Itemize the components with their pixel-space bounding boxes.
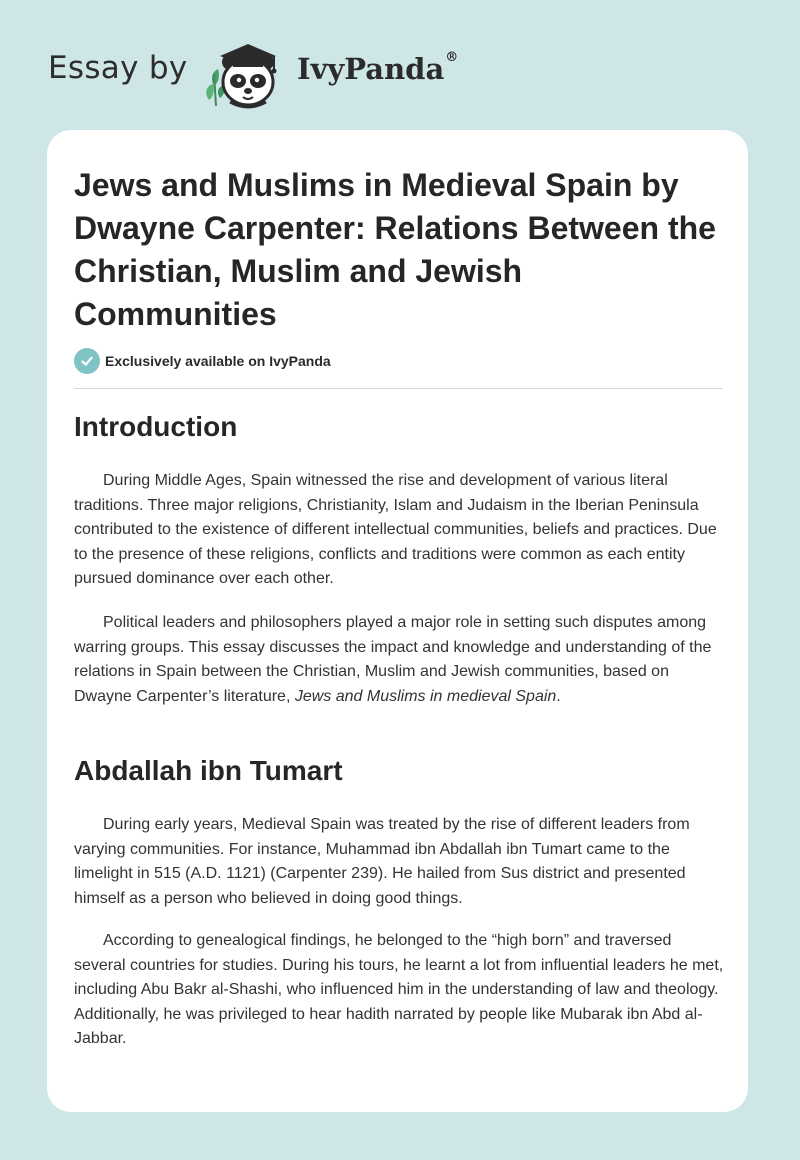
leaf-icon (206, 69, 224, 106)
paragraph: According to genealogical findings, he belonged to the “high born” and traversed several countries for studies. During his tours, he learnt a lot from influential leaders he met, including Abu Bakr al-Shashi, who influenced him in the understanding of law and theology. Additionally, he was privileged to hear hadith narrated by people like Mubarak ibn Abd al-Jabbar. (74, 932, 724, 1047)
panda-logo-icon[interactable] (200, 36, 296, 110)
paragraph-suffix: . (556, 687, 561, 705)
checkmark-icon (74, 348, 100, 374)
essay-card (47, 130, 748, 1112)
badge-text: Exclusively available on IvyPanda (105, 353, 331, 369)
divider (74, 388, 723, 389)
cited-work-title: Jews and Muslims in medieval Spain (294, 687, 557, 705)
brand-prefix: Essay by (48, 50, 188, 86)
paragraph-text: Political leaders and philosophers played a major role in setting such disputes among warring groups. This essay discusses the impact and knowledge and understanding of the relations in Spain between the Christian, Muslim and Jewish communities, based on Dwayne Carpenter’s literature, (74, 614, 712, 705)
paragraph (74, 611, 724, 709)
section-heading-introduction: Introduction (74, 411, 238, 442)
exclusive-badge (74, 347, 331, 375)
registered-mark: ® (445, 50, 459, 65)
brand-name[interactable] (297, 52, 458, 86)
site-header (0, 0, 800, 130)
paragraph: During early years, Medieval Spain was treated by the rise of different leaders from varying communities. For instance, Muhammad ibn Abdallah ibn Tumart came to the limelight in 515 (A.D. 1121) (Carpenter 239). He hailed from Sus district and presented himself as a person who believed in doing good things. (74, 816, 690, 907)
paragraph: During Middle Ages, Spain witnessed the rise and development of various literal traditions. Three major religions, Christianity, Islam and Judaism in the Iberian Peninsula contributed to the existence of different intellectual communities, beliefs and practices. Due to the presence of these religions, conflicts and traditions were common as each entity pursued dominance over each other. (74, 472, 717, 587)
section-heading-abdallah-ibn-tumart: Abdallah ibn Tumart (74, 755, 343, 786)
essay-title: Jews and Muslims in Medieval Spain by Dwayne Carpenter: Relations Between the Christian, Muslim and Jewish Communities (74, 167, 716, 332)
brand-name-text: IvyPanda (297, 52, 445, 86)
